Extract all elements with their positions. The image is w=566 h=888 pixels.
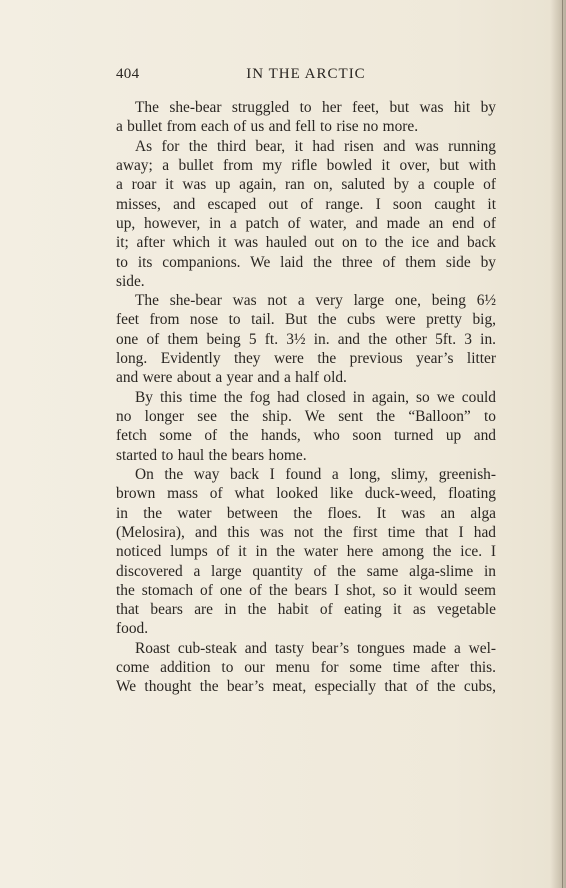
text-line: We thought the bear’s meat, especially that of the cubs, bbox=[116, 678, 496, 696]
text-line: The she-bear struggled to her feet, but was hit by bbox=[135, 99, 496, 116]
text-line: food. bbox=[116, 620, 149, 638]
text-line: one of them being 5 ft. 3½ in. and the other 5ft. 3 in. bbox=[116, 330, 496, 348]
text-line: The she-bear was not a very large one, being 6½ bbox=[135, 292, 496, 310]
page-header bbox=[116, 66, 496, 86]
text-line: it; after which it was hauled out on to the ice and back bbox=[116, 234, 496, 252]
text-line: side. bbox=[116, 272, 145, 290]
body-text bbox=[116, 98, 496, 697]
text-line: that bears are in the habit of eating it as vegetable bbox=[116, 601, 496, 619]
text-line: discovered a large quantity of the same alga-slime in bbox=[116, 562, 496, 580]
text-line: away; a bullet from my rifle bowled it over, but with bbox=[116, 156, 496, 174]
text-line: On the way back I found a long, slimy, greenish- bbox=[135, 465, 496, 483]
text-line: a bullet from each of us and fell to rise no more. bbox=[116, 118, 419, 136]
text-line: and were about a year and a half old. bbox=[116, 369, 347, 387]
text-line: (Melosira), and this was not the first time that I had bbox=[116, 523, 496, 541]
text-line: feet from nose to tail. But the cubs were pretty big, bbox=[116, 311, 496, 329]
text-line: a roar it was up again, ran on, saluted by a couple of bbox=[116, 176, 496, 194]
text-line: fetch some of the hands, who soon turned up and bbox=[116, 427, 496, 445]
text-line: come addition to our menu for some time after this. bbox=[116, 659, 496, 677]
text-line: long. Evidently they were the previous year’s litter bbox=[116, 350, 496, 368]
text-line: up, however, in a patch of water, and made an end of bbox=[116, 214, 496, 232]
page-number: 404 bbox=[116, 66, 140, 82]
page-edge-line bbox=[562, 0, 563, 888]
text-line: As for the third bear, it had risen and was running bbox=[135, 137, 496, 155]
text-line: brown mass of what looked like duck-weed, floating bbox=[116, 485, 496, 503]
text-line: the stomach of one of the bears I shot, so it would seem bbox=[116, 581, 496, 599]
text-line: By this time the fog had closed in again, so we could bbox=[135, 388, 496, 406]
text-line: to its companions. We laid the three of them side by bbox=[116, 253, 496, 271]
text-line: no longer see the ship. We sent the “Balloon” to bbox=[116, 408, 496, 425]
text-line: Roast cub-steak and tasty bear’s tongues made a wel- bbox=[135, 639, 496, 657]
text-line: in the water between the floes. It was an alga bbox=[116, 504, 496, 522]
text-line: started to haul the bears home. bbox=[116, 446, 307, 464]
text-line: misses, and escaped out of range. I soon caught it bbox=[116, 195, 496, 213]
page-edge-shadow bbox=[550, 0, 566, 888]
text-line: noticed lumps of it in the water here among the ice. I bbox=[116, 543, 496, 561]
running-head: IN THE ARCTIC bbox=[246, 66, 366, 82]
